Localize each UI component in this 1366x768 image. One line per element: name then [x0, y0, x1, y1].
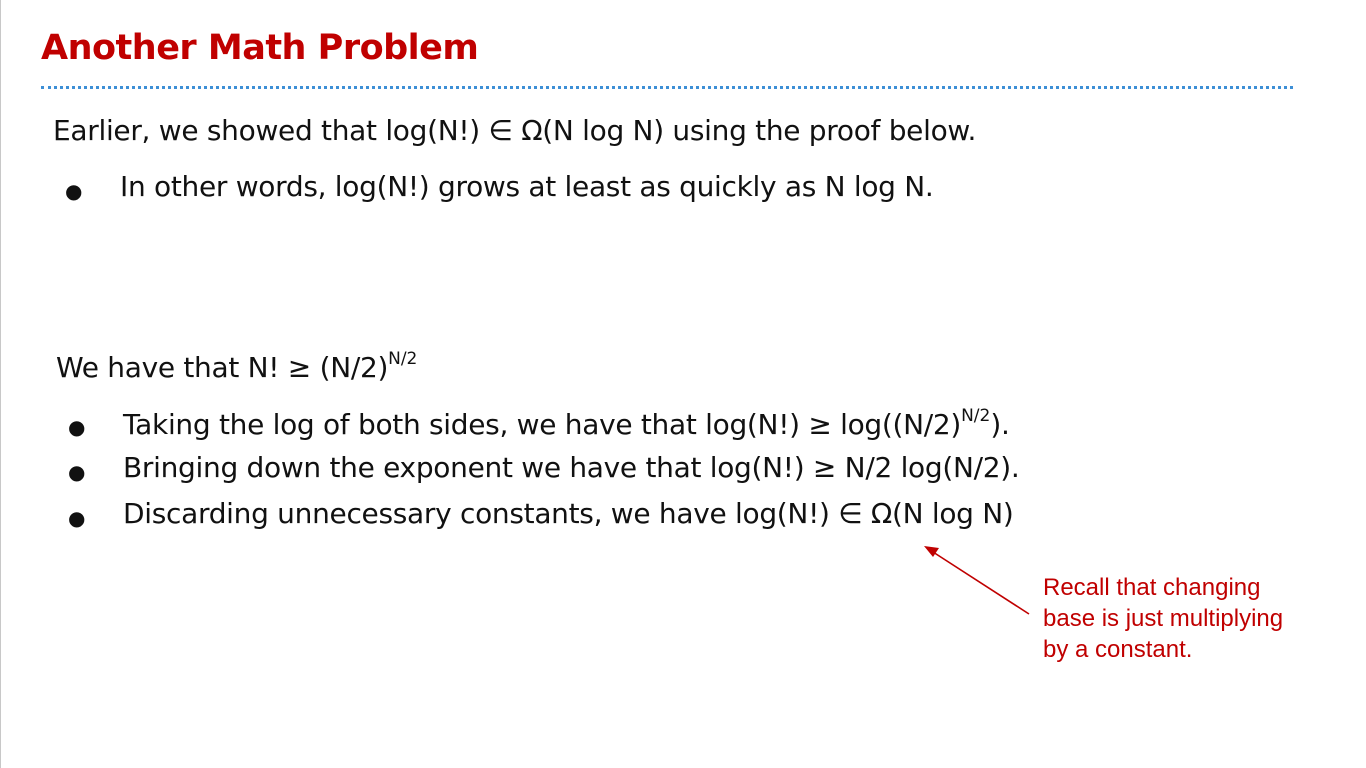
- exponent-label: N/2: [388, 349, 418, 369]
- bullet-taking-log-tail: ).: [990, 408, 1010, 441]
- statement-we-have-text: We have that N! ≥ (N/2): [56, 351, 389, 384]
- annotation-line: base is just multiplying: [1043, 605, 1284, 632]
- annotation-line: by a constant.: [1043, 636, 1193, 663]
- bullet-icon: ●: [68, 415, 86, 439]
- exponent-label: N/2: [961, 406, 991, 426]
- statement-earlier: Earlier, we showed that log(N!) ∈ Ω(N log N) using the proof below.: [53, 114, 977, 147]
- bullet-discarding: Discarding unnecessary constants, we have log(N!) ∈ Ω(N log N): [123, 497, 1014, 530]
- bullet-taking-log: [123, 406, 1010, 441]
- statement-we-have: [56, 349, 417, 384]
- bullet-other-words: In other words, log(N!) grows at least as quickly as N log N.: [120, 170, 934, 203]
- bullet-taking-log-text: Taking the log of both sides, we have that log(N!) ≥ log((N/2): [123, 408, 962, 441]
- slide-title: Another Math Problem: [41, 28, 479, 68]
- bullet-icon: ●: [68, 506, 86, 530]
- annotation-line: Recall that changing: [1043, 574, 1261, 601]
- bullet-icon: ●: [65, 179, 83, 203]
- title-divider: [41, 86, 1293, 89]
- bullet-bringing-down: Bringing down the exponent we have that log(N!) ≥ N/2 log(N/2).: [123, 451, 1020, 484]
- annotation-note: [1043, 572, 1283, 665]
- bullet-icon: ●: [68, 460, 86, 484]
